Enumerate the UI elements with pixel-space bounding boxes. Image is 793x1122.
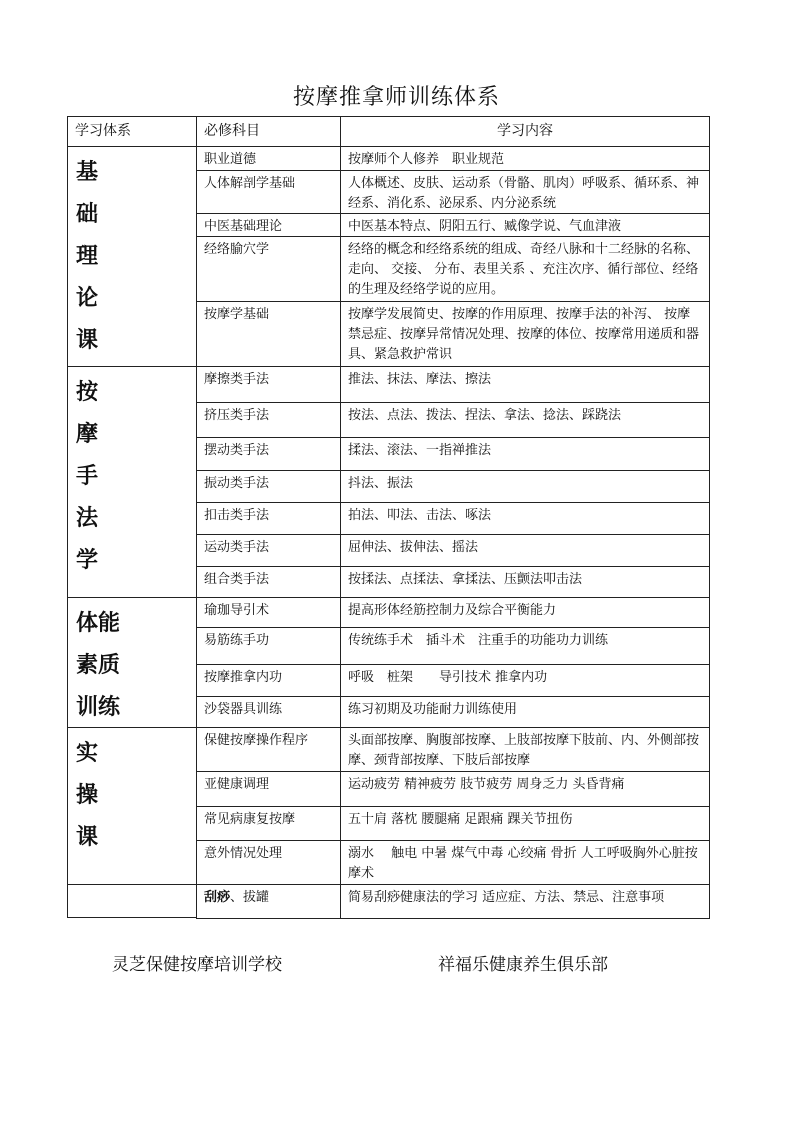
row-subject: 摆动类手法	[196, 437, 341, 471]
section-char: 体能	[76, 611, 121, 636]
section-char: 理	[76, 244, 99, 269]
section-char: 学	[76, 548, 99, 573]
row-subject: 意外情况处理	[196, 840, 341, 885]
row-subject: 职业道德	[196, 146, 341, 171]
section-physical-training	[67, 597, 197, 728]
header-content: 学习内容	[340, 116, 710, 147]
section-massage-techniques	[67, 366, 197, 598]
section-empty	[67, 884, 197, 918]
section-char: 素质	[76, 653, 121, 678]
row-content: 人体概述、皮肤、运动系（骨骼、肌肉）呼吸系、循环系、神经系、消化系、泌尿系、内分泌系统	[340, 170, 710, 214]
row-content: 传统练手术 插斗术 注重手的功能功力训练	[340, 627, 710, 665]
section-char: 实	[76, 741, 99, 766]
row-subject: 挤压类手法	[196, 402, 341, 438]
row-subject: 运动类手法	[196, 534, 341, 567]
section-basic-theory	[67, 146, 197, 367]
row-content: 中医基本特点、阴阳五行、臧像学说、气血津液	[340, 213, 710, 237]
row-content: 抖法、振法	[340, 470, 710, 503]
section-char: 课	[76, 825, 99, 850]
row-content: 溺水 触电 中暑 煤气中毒 心绞痛 骨折 人工呼吸胸外心脏按摩术	[340, 840, 710, 885]
row-subject: 按摩推拿内功	[196, 664, 341, 697]
footer-club: 祥福乐健康养生俱乐部	[438, 955, 608, 975]
row-subject: 保健按摩操作程序	[196, 727, 341, 772]
row-content: 头面部按摩、胸腹部按摩、上肢部按摩下肢前、内、外侧部按摩、颈背部按摩、下肢后部按摩	[340, 727, 710, 772]
row-subject: 瑜珈导引术	[196, 597, 341, 628]
section-char: 摩	[76, 422, 99, 447]
row-subject: 沙袋器具训练	[196, 696, 341, 728]
section-practical	[67, 727, 197, 885]
section-char: 按	[76, 380, 99, 405]
row-subject: 人体解剖学基础	[196, 170, 341, 214]
row-content: 运动疲劳 精神疲劳 肢节疲劳 周身乏力 头昏背痛	[340, 771, 710, 807]
row-subject: 经络腧穴学	[196, 236, 341, 302]
row-content: 按法、点法、拨法、捏法、拿法、捻法、踩跷法	[340, 402, 710, 438]
row-content: 五十肩 落枕 腰腿痛 足跟痛 踝关节扭伤	[340, 806, 710, 841]
row-content: 按摩学发展简史、按摩的作用原理、按摩手法的补泻、 按摩禁忌症、按摩异常情况处理、按摩的体位、按摩常用递质和器具、紧急救护常识	[340, 301, 710, 367]
section-char: 基	[76, 160, 99, 185]
row-content: 经络的概念和经络系统的组成、奇经八脉和十二经脉的名称、走向、 交接、 分布、表里关系 、充注次序、循行部位、经络的生理及经络学说的应用。	[340, 236, 710, 302]
row-content: 按摩师个人修养 职业规范	[340, 146, 710, 171]
section-char: 论	[76, 286, 99, 311]
row-subject	[196, 884, 341, 919]
section-char: 课	[76, 328, 99, 353]
row-subject: 扣击类手法	[196, 502, 341, 535]
row-content: 呼吸 桩架 导引技术 推拿内功	[340, 664, 710, 697]
row-content: 屈伸法、拔伸法、摇法	[340, 534, 710, 567]
header-subject: 必修科目	[196, 116, 341, 147]
subject-bold-part: 刮痧	[204, 890, 231, 905]
row-subject: 振动类手法	[196, 470, 341, 503]
row-subject: 摩擦类手法	[196, 366, 341, 403]
section-char: 础	[76, 202, 99, 227]
row-content: 拍法、叩法、击法、啄法	[340, 502, 710, 535]
subject-rest-part: 、拔罐	[230, 890, 270, 905]
row-content: 揉法、滚法、一指禅推法	[340, 437, 710, 471]
section-char: 操	[76, 783, 99, 808]
row-subject: 常见病康复按摩	[196, 806, 341, 841]
row-content: 简易刮痧健康法的学习 适应症、方法、禁忌、注意事项	[340, 884, 710, 919]
row-subject: 组合类手法	[196, 566, 341, 598]
section-char: 手	[76, 464, 99, 489]
page-title: 按摩推拿师训练体系	[292, 85, 500, 110]
header-system: 学习体系	[67, 116, 197, 147]
row-subject: 易筋练手功	[196, 627, 341, 665]
row-content: 提高形体经筋控制力及综合平衡能力	[340, 597, 710, 628]
row-content: 按揉法、点揉法、拿揉法、压颤法叩击法	[340, 566, 710, 598]
row-content: 练习初期及功能耐力训练使用	[340, 696, 710, 728]
row-content: 推法、抹法、摩法、擦法	[340, 366, 710, 403]
training-system-table	[67, 116, 710, 917]
footer-school: 灵芝保健按摩培训学校	[112, 955, 282, 975]
row-subject: 中医基础理论	[196, 213, 341, 237]
row-subject: 按摩学基础	[196, 301, 341, 367]
section-char: 训练	[76, 695, 121, 720]
row-subject: 亚健康调理	[196, 771, 341, 807]
section-char: 法	[76, 506, 99, 531]
